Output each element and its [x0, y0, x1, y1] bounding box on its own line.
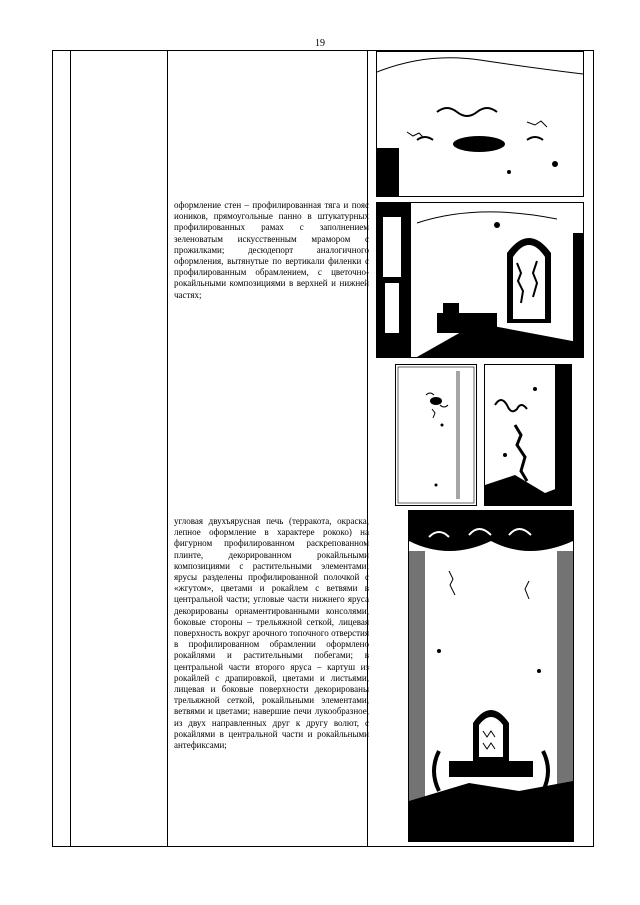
page-number: 19	[315, 38, 325, 49]
room-interior-photo	[376, 202, 584, 358]
wall-panel-photo-left	[395, 364, 477, 506]
wall-panel-photo-right	[484, 364, 572, 506]
wall-decoration-description: оформление стен – профилированная тяга и пояс иоников, прямоугольные панно в штукатурных профилированных рамах с заполнением зеленоватым искусственным мрамором с прожилками; десюдепорт аналогичного оформления, вытянутые по вертикали филенки с профилированным обрамлением, с цветочно-рокайльными композициями в верхней и нижней частях;	[174, 200, 369, 300]
stove-description: угловая двухъярусная печь (терракота, окраска, лепное оформление в характере рококо) на фигурном профилированном раскрепованном плинте, декорированном рокайльными композициями с растительными элементами; ярусы разделены профилированной полочкой с «жгутом», цветами и рокайлем с ветвями в центральной части; угловые части нижнего яруса декорированы орнаментированными консолями, боковые стороны – трельяжной сеткой, лицевая поверхность вокруг арочного топочного отверстия в профилированном обрамлении оформлено рокайлями и растительными побегами; в центральной части второго яруса – картуш из рокайлей с драпировкой, цветами и листьями, лицевая и боковые поверхности декорированы трельяжной сеткой, рокайльными элементами, ветвями и цветами; навершие печи лукообразное, из двух направленных друг к другу волют, с рокайлями в центральной части и рокайльными антефиксами;	[174, 516, 369, 751]
document-table	[52, 50, 594, 847]
corner-stove-photo	[408, 510, 574, 842]
ceiling-photo	[376, 51, 584, 197]
